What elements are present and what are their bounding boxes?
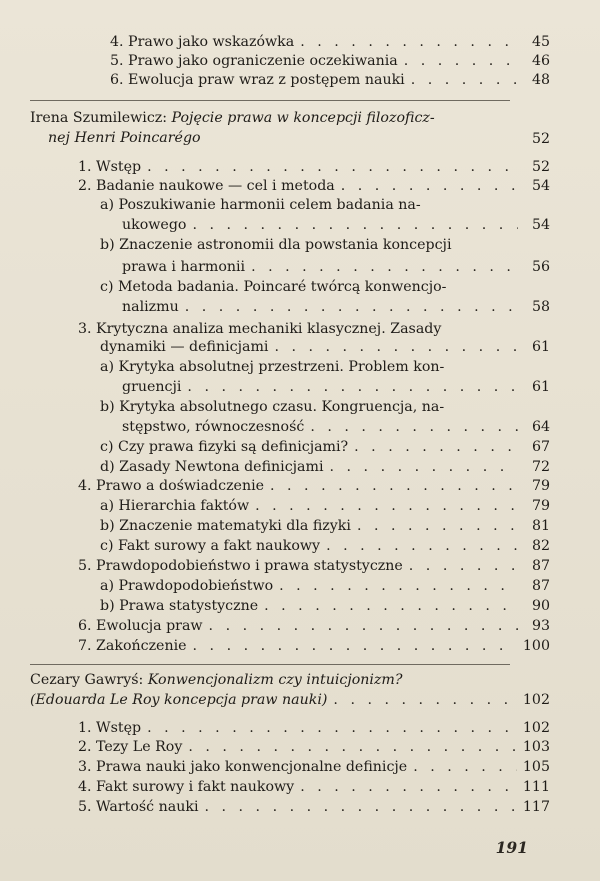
toc-entry [78, 616, 550, 636]
dot-leader [264, 596, 518, 616]
toc-entry-page: 93 [531, 618, 550, 634]
toc-entry-label-cont: prawa i harmonii [122, 259, 246, 275]
toc-entry-label: 5. Prawo jako ograniczenie oczekiwania [110, 53, 398, 69]
toc-entry [78, 476, 550, 496]
toc-entry [78, 176, 550, 196]
toc-entry [78, 718, 550, 738]
article-title-continued: nej Henri Poincarégo [48, 130, 201, 146]
toc-entry-label: 5. Prawdopodobieństwo i prawa statystyczne [78, 558, 403, 574]
toc-entry-label-cont: nalizmu [122, 299, 179, 315]
toc-entry-label: 4. Prawo jako wskazówka [110, 34, 295, 50]
toc-entry-label: b) Znaczenie matematyki dla fizyki [100, 518, 351, 534]
dot-leader [209, 616, 518, 636]
toc-entry [78, 157, 550, 177]
toc-entry-page: 102 [522, 720, 550, 736]
toc-entry-label: 3. Prawa nauki jako konwencjonalne definicje [78, 759, 408, 775]
toc-entry-label: d) Zasady Newtona definicjami [100, 459, 324, 475]
article-heading [30, 108, 435, 128]
toc-entry-page: 45 [531, 34, 550, 50]
toc-entry [110, 51, 550, 71]
toc-entry-page: 87 [531, 558, 550, 574]
toc-entry-label: 4. Prawo a doświadczenie [78, 478, 265, 494]
toc-entry-label: 6. Ewolucja praw wraz z postępem nauki [110, 72, 405, 88]
dot-leader [187, 377, 518, 397]
toc-entry [122, 417, 550, 437]
toc-entry [100, 337, 550, 357]
toc-entry [78, 797, 550, 817]
dot-leader [279, 576, 518, 596]
toc-entry-page: 61 [531, 379, 550, 395]
dot-leader [330, 457, 518, 477]
toc-entry-label: b) Prawa statystyczne [100, 598, 259, 614]
toc-entry-page: 46 [531, 53, 550, 69]
section-divider [30, 664, 510, 665]
dot-leader [204, 797, 516, 817]
toc-entry [78, 777, 550, 797]
toc-entry [100, 516, 550, 536]
toc-entry-page: 100 [522, 638, 550, 654]
article-author: Cezary Gawryś: [30, 672, 144, 688]
toc-entry-label: 3. Krytyczna analiza mechaniki klasycznej. Zasady [78, 321, 442, 337]
toc-entry-page: 117 [522, 799, 550, 815]
dot-leader [341, 176, 518, 196]
toc-entry-page: 72 [531, 459, 550, 475]
toc-entry-page: 79 [531, 478, 550, 494]
toc-entry-label: a) Hierarchia faktów [100, 498, 250, 514]
toc-entry-label: a) Krytyka absolutnej przestrzeni. Problem kon- [100, 359, 445, 375]
toc-entry-page: 52 [531, 159, 550, 175]
toc-entry [78, 757, 550, 777]
toc-entry [122, 215, 550, 235]
toc-entry [110, 70, 550, 90]
toc-entry-page: 87 [531, 578, 550, 594]
toc-entry-page: 61 [531, 339, 550, 355]
dot-leader [147, 718, 517, 738]
dot-leader [409, 556, 518, 576]
toc-entry-label: 6. Ewolucja praw [78, 618, 203, 634]
dot-leader [310, 417, 518, 437]
toc-entry [122, 297, 550, 317]
toc-entry-page: 56 [531, 259, 550, 275]
toc-entry-label: 2. Badanie naukowe — cel i metoda [78, 178, 335, 194]
toc-entry [100, 596, 550, 616]
dot-leader [185, 297, 518, 317]
dot-leader [326, 536, 518, 556]
article-page: 52 [531, 131, 550, 147]
toc-entry-label: c) Czy prawa fizyki są definicjami? [100, 439, 349, 455]
toc-entry-label: b) Krytyka absolutnego czasu. Kongruencja, na- [100, 399, 445, 415]
toc-entry [100, 576, 550, 596]
toc-entry-label: 1. Wstęp [78, 720, 142, 736]
toc-entry-label-cont: ukowego [122, 217, 187, 233]
dot-leader [255, 496, 518, 516]
toc-entry-label: 4. Fakt surowy i fakt naukowy [78, 779, 295, 795]
toc-entry-page: 82 [531, 538, 550, 554]
toc-entry [122, 377, 550, 397]
toc-entry-page: 81 [531, 518, 550, 534]
dot-leader [274, 337, 518, 357]
dot-leader [193, 636, 517, 656]
toc-entry-page: 105 [522, 759, 550, 775]
toc-entry-label: 5. Wartość nauki [78, 799, 199, 815]
article-title-continued: (Edouarda Le Roy koncepcja praw nauki) [30, 692, 328, 708]
dot-leader [357, 516, 518, 536]
dot-leader [411, 70, 518, 90]
toc-entry-label: 7. Zakończenie [78, 638, 187, 654]
toc-entry [122, 257, 550, 277]
dot-leader [251, 257, 518, 277]
dot-leader [413, 757, 517, 777]
toc-entry [78, 737, 550, 757]
dot-leader [147, 157, 518, 177]
toc-entry-page: 58 [531, 299, 550, 315]
toc-entry-page: 67 [531, 439, 550, 455]
toc-entry-label: b) Znaczenie astronomii dla powstania koncepcji [100, 237, 452, 253]
toc-entry-page: 64 [531, 419, 550, 435]
article-heading [30, 670, 402, 690]
dot-leader [188, 737, 517, 757]
dot-leader [333, 690, 516, 710]
toc-entry-label-cont: stępstwo, równoczesność [122, 419, 305, 435]
dot-leader [270, 476, 518, 496]
dot-leader [192, 215, 518, 235]
article-title-continued-row [30, 690, 550, 710]
toc-entry [78, 556, 550, 576]
toc-entry-page: 54 [531, 217, 550, 233]
toc-entry-page: 79 [531, 498, 550, 514]
toc-entry [100, 457, 550, 477]
toc-entry [100, 496, 550, 516]
toc-entry [100, 536, 550, 556]
dot-leader [300, 777, 517, 797]
toc-entry-page: 54 [531, 178, 550, 194]
toc-entry-page: 103 [522, 739, 550, 755]
toc-entry-label: c) Fakt surowy a fakt naukowy [100, 538, 321, 554]
article-title: Konwencjonalizm czy intuicjonizm? [147, 672, 403, 688]
article-page: 102 [522, 692, 550, 708]
dot-leader [404, 51, 518, 71]
toc-entry [78, 636, 550, 656]
toc-entry-label: a) Poszukiwanie harmonii celem badania na- [100, 197, 421, 213]
toc-entry-label: c) Metoda badania. Poincaré twórcą konwencjo- [100, 279, 447, 295]
toc-entry-label-cont: gruencji [122, 379, 182, 395]
article-title: Pojęcie prawa w koncepcji filozoficz- [171, 110, 435, 126]
article-author: Irena Szumilewicz: [30, 110, 168, 126]
dot-leader [300, 32, 518, 52]
toc-entry-label: 2. Tezy Le Roy [78, 739, 183, 755]
toc-entry [110, 32, 550, 52]
toc-entry-page: 90 [531, 598, 550, 614]
toc-entry-label-cont: dynamiki — definicjami [100, 339, 269, 355]
dot-leader [354, 437, 518, 457]
toc-entry-page: 48 [531, 72, 550, 88]
toc-entry-label: 1. Wstęp [78, 159, 142, 175]
toc-entry [100, 437, 550, 457]
toc-entry-page: 111 [522, 779, 550, 795]
toc-entry-label: a) Prawdopodobieństwo [100, 578, 274, 594]
page-number: 191 [495, 838, 528, 857]
section-divider [30, 100, 510, 101]
